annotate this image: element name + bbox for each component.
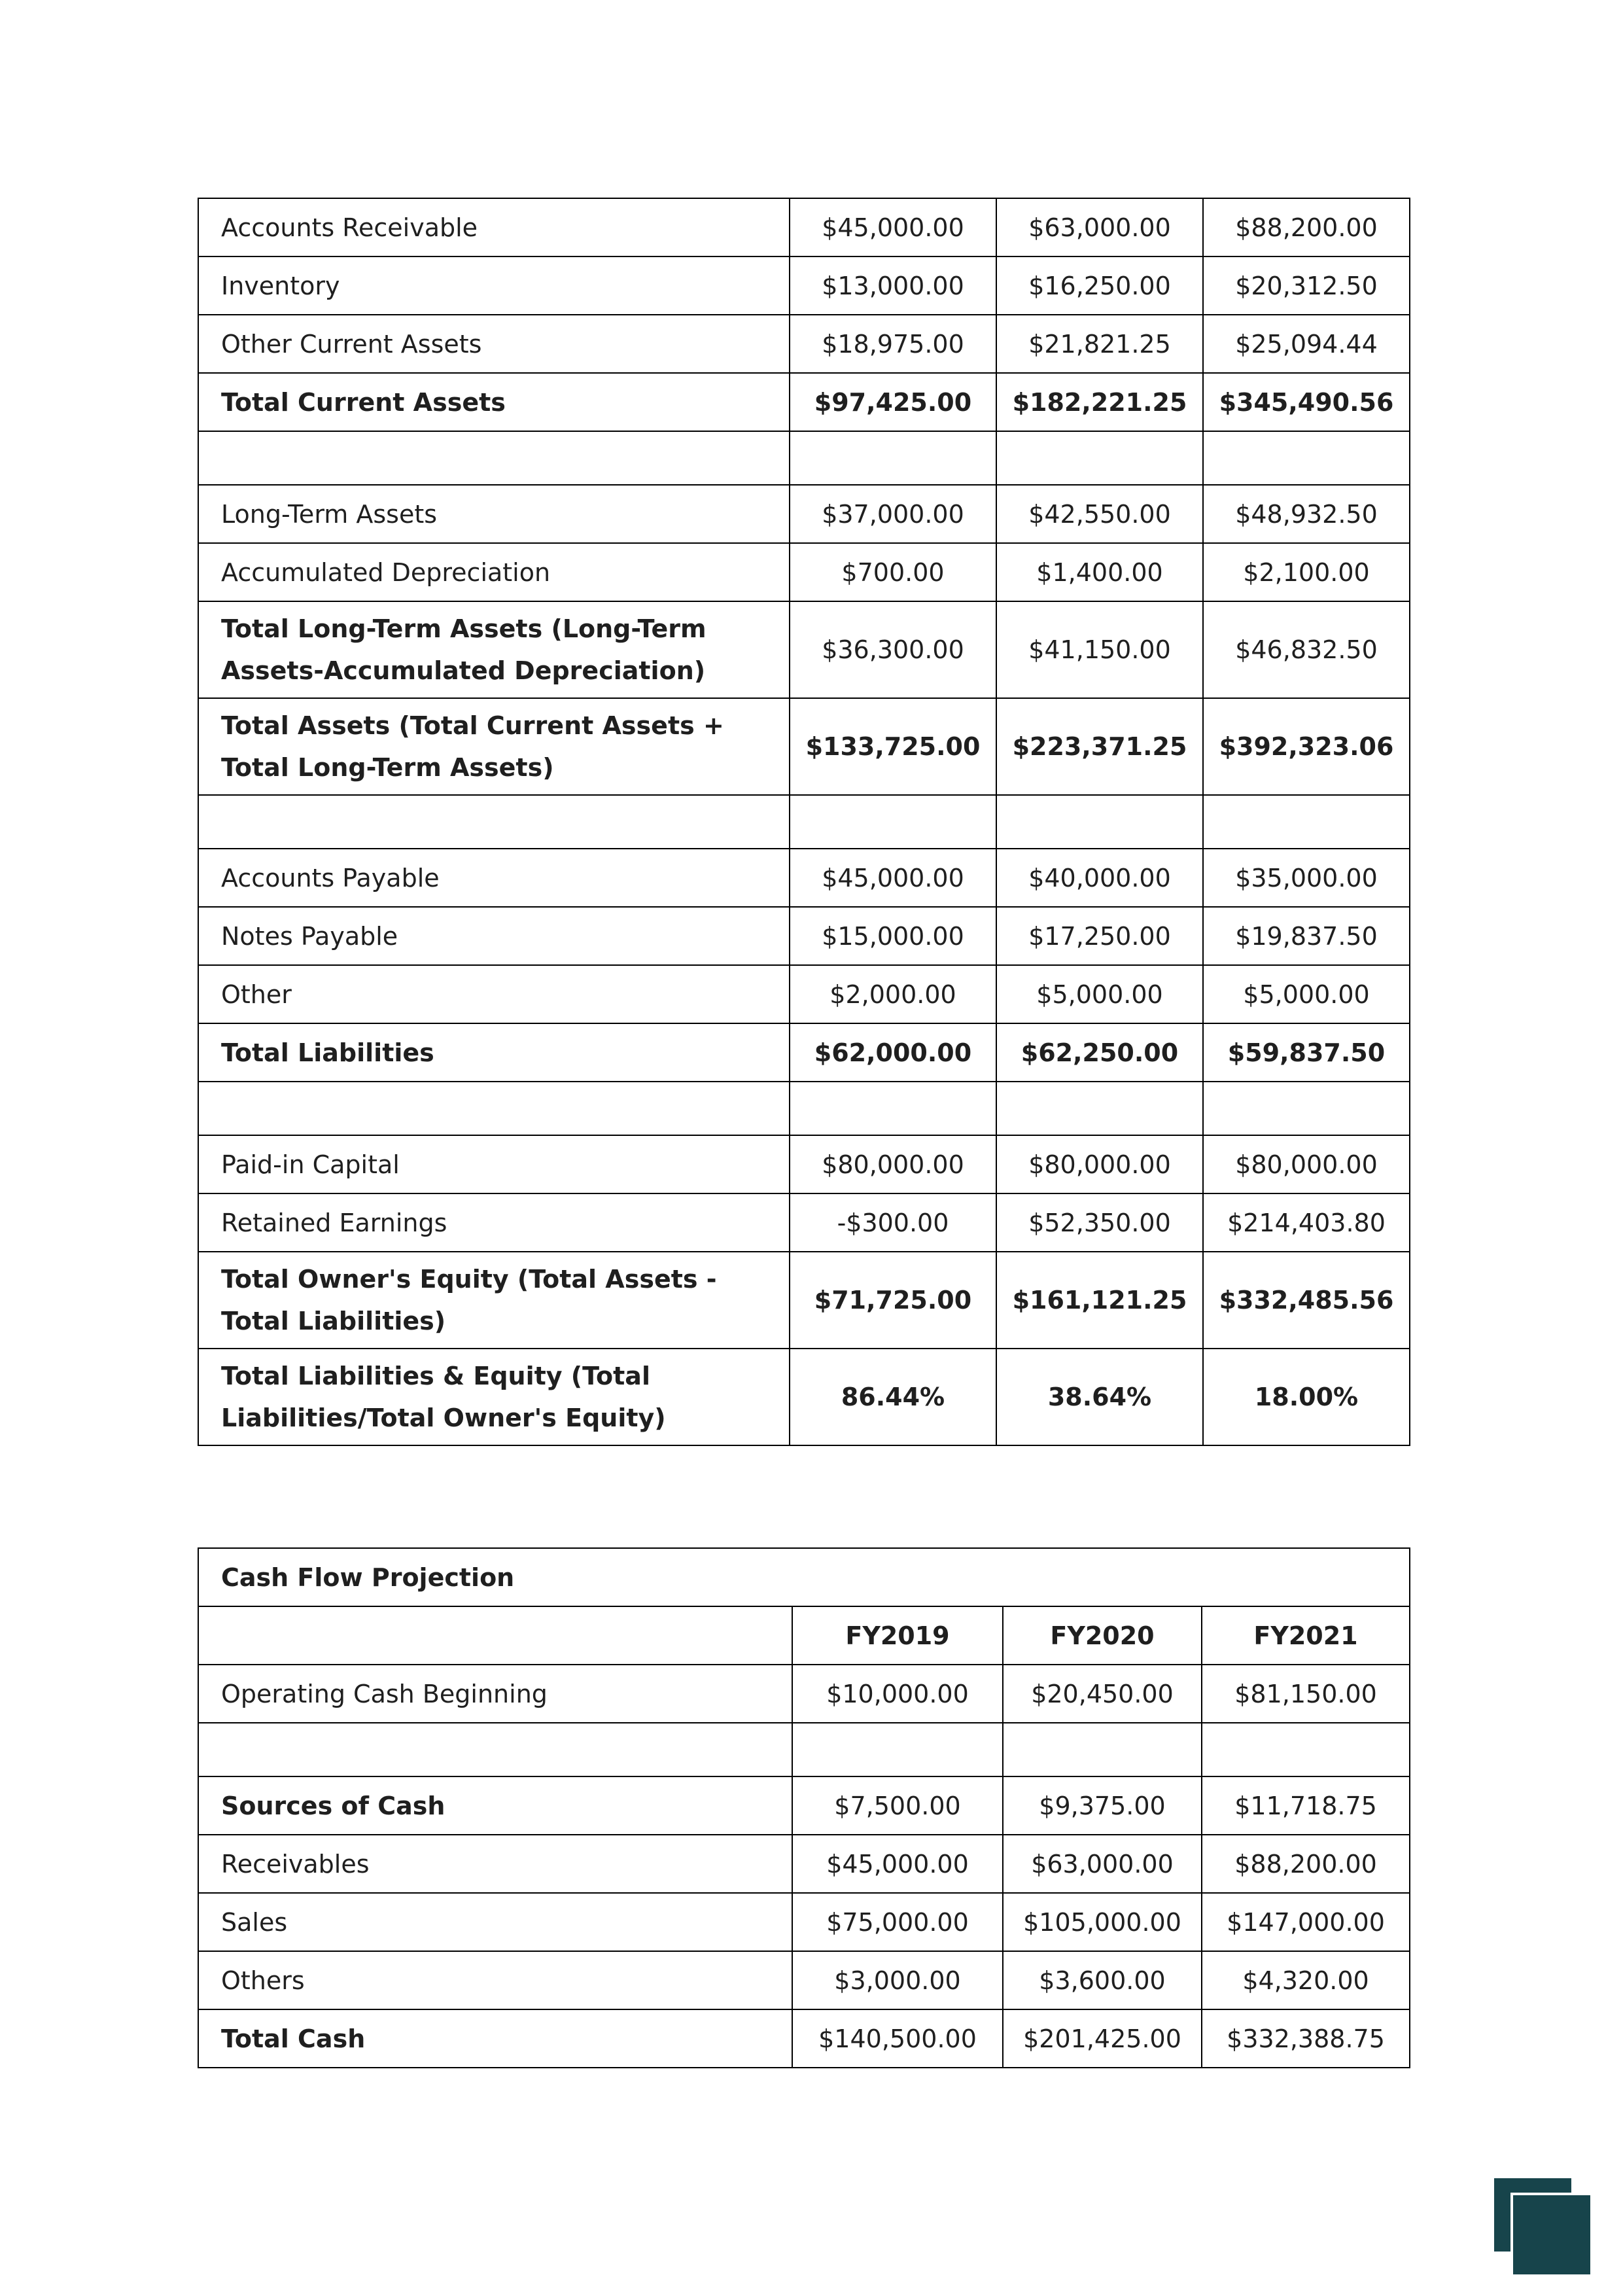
value-fy2020: $80,000.00 xyxy=(996,1135,1203,1193)
table-row xyxy=(198,1835,1410,1893)
logo-square-front xyxy=(1510,2193,1590,2274)
row-label: Total Owner's Equity (Total Assets - Total Liabilities) xyxy=(198,1252,790,1349)
value-fy2021: $81,150.00 xyxy=(1202,1665,1410,1723)
value-fy2021: $147,000.00 xyxy=(1202,1893,1410,1951)
row-label: Retained Earnings xyxy=(198,1193,790,1252)
row-label: Accounts Receivable xyxy=(198,198,790,256)
table-row xyxy=(198,1193,1410,1252)
value-fy2021: $332,388.75 xyxy=(1202,2009,1410,2068)
value-fy2020: $62,250.00 xyxy=(996,1023,1203,1082)
value-fy2020: $161,121.25 xyxy=(996,1252,1203,1349)
value-fy2021: $11,718.75 xyxy=(1202,1776,1410,1835)
table-row xyxy=(198,1135,1410,1193)
table-row xyxy=(198,1776,1410,1835)
value-fy2019: $62,000.00 xyxy=(790,1023,996,1082)
row-label: Operating Cash Beginning xyxy=(198,1665,792,1723)
total-row xyxy=(198,2009,1410,2068)
header-fy2020: FY2020 xyxy=(1003,1606,1202,1665)
row-label: Accounts Payable xyxy=(198,849,790,907)
value-fy2021: $59,837.50 xyxy=(1203,1023,1410,1082)
value-fy2019: $37,000.00 xyxy=(790,485,996,543)
value-fy2019: $2,000.00 xyxy=(790,965,996,1023)
value-fy2019: $133,725.00 xyxy=(790,698,996,795)
value-fy2020: $182,221.25 xyxy=(996,373,1203,431)
table-row xyxy=(198,256,1410,315)
value-fy2019: $45,000.00 xyxy=(790,849,996,907)
row-label: Total Cash xyxy=(198,2009,792,2068)
value-fy2021: $20,312.50 xyxy=(1203,256,1410,315)
table-row xyxy=(198,907,1410,965)
value-fy2021: $392,323.06 xyxy=(1203,698,1410,795)
spacer-row xyxy=(198,795,1410,849)
table-row xyxy=(198,485,1410,543)
value-fy2019: $10,000.00 xyxy=(792,1665,1003,1723)
value-fy2020: $40,000.00 xyxy=(996,849,1203,907)
table-title-row xyxy=(198,1548,1410,1606)
row-label: Total Long-Term Assets (Long-Term Assets-Accumulated Depreciation) xyxy=(198,601,790,698)
value-fy2020: $3,600.00 xyxy=(1003,1951,1202,2009)
value-fy2021: $345,490.56 xyxy=(1203,373,1410,431)
value-fy2021: $88,200.00 xyxy=(1202,1835,1410,1893)
value-fy2020: $105,000.00 xyxy=(1003,1893,1202,1951)
value-fy2020: $201,425.00 xyxy=(1003,2009,1202,2068)
value-fy2021: $35,000.00 xyxy=(1203,849,1410,907)
value-fy2019: $140,500.00 xyxy=(792,2009,1003,2068)
value-fy2019: $75,000.00 xyxy=(792,1893,1003,1951)
header-empty-cell xyxy=(198,1606,792,1665)
balance-sheet-table xyxy=(198,198,1410,1446)
table-row xyxy=(198,1665,1410,1723)
value-fy2019: $7,500.00 xyxy=(792,1776,1003,1835)
total-row xyxy=(198,1349,1410,1445)
value-fy2019: -$300.00 xyxy=(790,1193,996,1252)
total-row xyxy=(198,373,1410,431)
total-row xyxy=(198,1252,1410,1349)
value-fy2021: $2,100.00 xyxy=(1203,543,1410,601)
value-fy2020: $5,000.00 xyxy=(996,965,1203,1023)
value-fy2019: $18,975.00 xyxy=(790,315,996,373)
total-row xyxy=(198,698,1410,795)
row-label: Long-Term Assets xyxy=(198,485,790,543)
value-fy2020: $1,400.00 xyxy=(996,543,1203,601)
row-label: Other xyxy=(198,965,790,1023)
table-row xyxy=(198,315,1410,373)
value-fy2019: $36,300.00 xyxy=(790,601,996,698)
value-fy2021: $19,837.50 xyxy=(1203,907,1410,965)
value-fy2021: $46,832.50 xyxy=(1203,601,1410,698)
value-fy2021: $4,320.00 xyxy=(1202,1951,1410,2009)
value-fy2019: $97,425.00 xyxy=(790,373,996,431)
value-fy2021: $332,485.56 xyxy=(1203,1252,1410,1349)
value-fy2021: 18.00% xyxy=(1203,1349,1410,1445)
value-fy2020: $21,821.25 xyxy=(996,315,1203,373)
value-fy2021: $5,000.00 xyxy=(1203,965,1410,1023)
value-fy2020: $16,250.00 xyxy=(996,256,1203,315)
value-fy2020: $63,000.00 xyxy=(996,198,1203,256)
table-row xyxy=(198,198,1410,256)
spacer-row xyxy=(198,1082,1410,1135)
row-label: Paid-in Capital xyxy=(198,1135,790,1193)
value-fy2021: $25,094.44 xyxy=(1203,315,1410,373)
table-row xyxy=(198,1893,1410,1951)
table-row xyxy=(198,543,1410,601)
header-fy2021: FY2021 xyxy=(1202,1606,1410,1665)
value-fy2019: $71,725.00 xyxy=(790,1252,996,1349)
value-fy2021: $48,932.50 xyxy=(1203,485,1410,543)
value-fy2019: $45,000.00 xyxy=(790,198,996,256)
value-fy2019: $3,000.00 xyxy=(792,1951,1003,2009)
table-title: Cash Flow Projection xyxy=(198,1548,1410,1606)
spacer-row xyxy=(198,431,1410,485)
value-fy2019: $45,000.00 xyxy=(792,1835,1003,1893)
table-row xyxy=(198,965,1410,1023)
row-label: Total Assets (Total Current Assets + Total Long-Term Assets) xyxy=(198,698,790,795)
value-fy2020: $17,250.00 xyxy=(996,907,1203,965)
row-label: Total Liabilities & Equity (Total Liabilities/Total Owner's Equity) xyxy=(198,1349,790,1445)
value-fy2021: $214,403.80 xyxy=(1203,1193,1410,1252)
value-fy2019: $700.00 xyxy=(790,543,996,601)
value-fy2020: $41,150.00 xyxy=(996,601,1203,698)
cash-flow-table xyxy=(198,1547,1410,2068)
value-fy2020: 38.64% xyxy=(996,1349,1203,1445)
value-fy2021: $88,200.00 xyxy=(1203,198,1410,256)
header-fy2019: FY2019 xyxy=(792,1606,1003,1665)
row-label: Total Current Assets xyxy=(198,373,790,431)
subtotal-row xyxy=(198,601,1410,698)
brand-logo xyxy=(1494,2178,1588,2272)
row-label: Inventory xyxy=(198,256,790,315)
row-label: Other Current Assets xyxy=(198,315,790,373)
value-fy2020: $20,450.00 xyxy=(1003,1665,1202,1723)
header-row xyxy=(198,1606,1410,1665)
total-row xyxy=(198,1023,1410,1082)
row-label: Sources of Cash xyxy=(198,1776,792,1835)
value-fy2019: $80,000.00 xyxy=(790,1135,996,1193)
value-fy2020: $42,550.00 xyxy=(996,485,1203,543)
row-label: Total Liabilities xyxy=(198,1023,790,1082)
row-label: Notes Payable xyxy=(198,907,790,965)
value-fy2019: 86.44% xyxy=(790,1349,996,1445)
spacer-row xyxy=(198,1723,1410,1776)
table-row xyxy=(198,1951,1410,2009)
row-label: Others xyxy=(198,1951,792,2009)
row-label: Accumulated Depreciation xyxy=(198,543,790,601)
value-fy2020: $63,000.00 xyxy=(1003,1835,1202,1893)
value-fy2020: $9,375.00 xyxy=(1003,1776,1202,1835)
row-label: Receivables xyxy=(198,1835,792,1893)
value-fy2019: $15,000.00 xyxy=(790,907,996,965)
value-fy2019: $13,000.00 xyxy=(790,256,996,315)
value-fy2020: $223,371.25 xyxy=(996,698,1203,795)
row-label: Sales xyxy=(198,1893,792,1951)
table-row xyxy=(198,849,1410,907)
value-fy2020: $52,350.00 xyxy=(996,1193,1203,1252)
value-fy2021: $80,000.00 xyxy=(1203,1135,1410,1193)
